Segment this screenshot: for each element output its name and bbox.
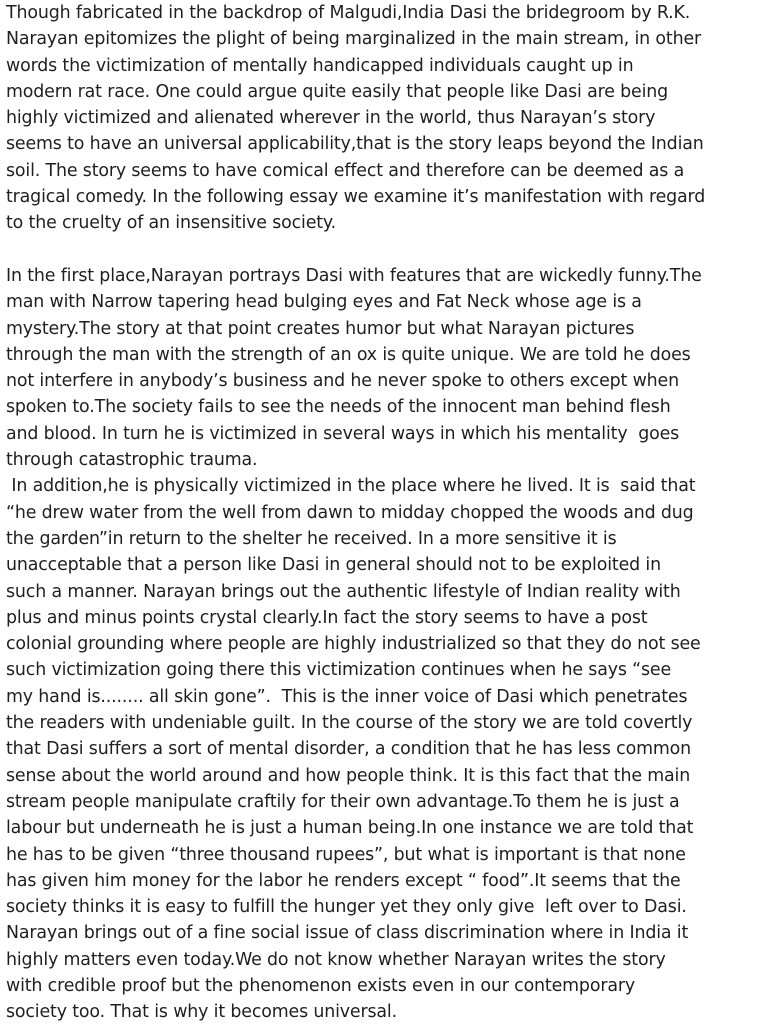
text-line: my hand is........ all skin gone”. This is the inner voice of Dasi which penetrates	[6, 686, 688, 707]
text-line: Narayan epitomizes the plight of being marginalized in the main stream, in other	[6, 29, 702, 50]
text-line: that Dasi suffers a sort of mental disorder, a condition that he has less common	[6, 739, 692, 760]
text-line: such a manner. Narayan brings out the authentic lifestyle of Indian reality with	[6, 581, 681, 602]
text-line: unacceptable that a person like Dasi in general should not to be exploited in	[6, 555, 661, 576]
text-line: highly victimized and alienated wherever in the world, thus Narayan’s story	[6, 108, 656, 129]
paragraph-victimization	[6, 473, 766, 1025]
text-line: he has to be given “three thousand rupees”, but what is important is that none	[6, 844, 686, 865]
text-line: In addition,he is physically victimized in the place where he lived. It is said that	[6, 476, 696, 497]
text-line: spoken to.The society fails to see the needs of the innocent man behind flesh	[6, 397, 671, 418]
text-line: tragical comedy. In the following essay we examine it’s manifestation with regard	[6, 187, 706, 208]
text-line: seems to have an universal applicability,that is the story leaps beyond the Indian	[6, 134, 704, 155]
text-line: words the victimization of mentally handicapped individuals caught up in	[6, 55, 634, 76]
text-line: not interfere in anybody’s business and he never spoke to others except when	[6, 371, 679, 392]
text-line: “he drew water from the well from dawn to midday chopped the woods and dug	[6, 502, 694, 523]
text-line: modern rat race. One could argue quite easily that people like Dasi are being	[6, 81, 669, 102]
text-line: such victimization going there this victimization continues when he says “see	[6, 660, 672, 681]
text-line: the readers with undeniable guilt. In the course of the story we are told covertly	[6, 713, 693, 734]
text-line: labour but underneath he is just a human being.In one instance we are told that	[6, 818, 694, 839]
text-line: soil. The story seems to have comical effect and therefore can be deemed as a	[6, 160, 685, 181]
text-line: through the man with the strength of an ox is quite unique. We are told he does	[6, 344, 691, 365]
text-line: sense about the world around and how people think. It is this fact that the main	[6, 765, 691, 786]
text-line: man with Narrow tapering head bulging eyes and Fat Neck whose age is a	[6, 292, 642, 313]
text-line: through catastrophic trauma.	[6, 450, 258, 471]
text-line: highly matters even today.We do not know whether Narayan writes the story	[6, 949, 666, 970]
paragraph-portrayal	[6, 263, 766, 473]
essay-document	[6, 0, 766, 1026]
text-line: colonial grounding where people are highly industrialized so that they do not see	[6, 634, 701, 655]
text-line: the garden”in return to the shelter he received. In a more sensitive it is	[6, 528, 617, 549]
text-line: to the cruelty of an insensitive society.	[6, 213, 336, 234]
text-line: and blood. In turn he is victimized in several ways in which his mentality goes	[6, 423, 680, 444]
text-line: In the first place,Narayan portrays Dasi with features that are wickedly funny.The	[6, 265, 702, 286]
text-line: Narayan brings out of a fine social issue of class discrimination where in India it	[6, 923, 689, 944]
paragraph-introduction	[6, 0, 766, 237]
text-line: has given him money for the labor he renders except “ food”.It seems that the	[6, 870, 681, 891]
text-line: mystery.The story at that point creates humor but what Narayan pictures	[6, 318, 635, 339]
text-line: plus and minus points crystal clearly.In fact the story seems to have a post	[6, 607, 648, 628]
text-line: with credible proof but the phenomenon exists even in our contemporary	[6, 975, 635, 996]
text-line: society thinks it is easy to fulfill the hunger yet they only give left over to Dasi.	[6, 897, 687, 918]
paragraph-spacer	[6, 237, 766, 263]
text-line: stream people manipulate craftily for their own advantage.To them he is just a	[6, 791, 680, 812]
text-line: Though fabricated in the backdrop of Malgudi,India Dasi the bridegroom by R.K.	[6, 3, 691, 23]
text-line: society too. That is why it becomes universal.	[6, 1002, 397, 1023]
